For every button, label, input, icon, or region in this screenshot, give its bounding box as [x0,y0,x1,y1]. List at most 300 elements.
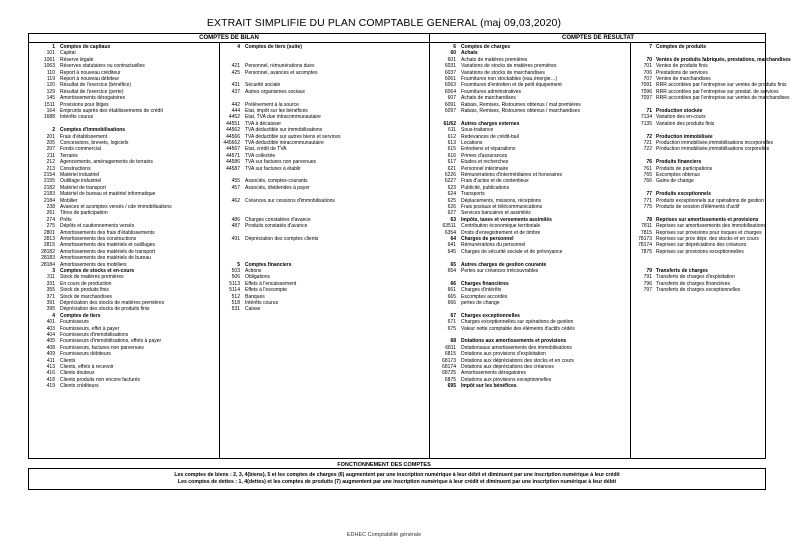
account-row [219,108,429,114]
account-label: TVA à décaisser [245,120,282,127]
account-row [29,76,219,82]
account-row [219,262,429,268]
account-row [430,377,630,383]
account-number: 261 [46,210,55,217]
account-label: Obligations [245,274,271,281]
account-row [430,210,630,216]
account-row [430,185,630,191]
account-row [630,114,767,120]
account-row [29,230,219,236]
account-label: Matériel de bureau et matériel informatique [60,191,156,198]
account-label: TVA déductible intracommunautaire [245,140,324,146]
account-label: Dotationsaux amortissements des immobilisations [461,344,572,351]
account-number: 611 [448,127,456,134]
account-number: 71 [646,108,652,114]
account-row [630,50,767,56]
account-number: 6037 [444,69,456,76]
account-label: Comptes de tiers [60,312,101,319]
account-number: 67 [450,312,456,319]
account-row [219,95,429,101]
account-label: Autres organismes sociaux [245,88,306,95]
account-label: TVA déductible sur immobilisations [245,127,323,134]
account-label: Capital [60,50,76,57]
account-label: TVA sur factures non parvenues [245,159,317,166]
account-label: Intérêts courus [245,300,279,306]
account-row [29,114,219,120]
account-label: Charges exceptionnelles [461,312,520,319]
account-number: 7811 [641,223,652,230]
account-number: 617 [447,159,456,166]
account-label: Achats de marchandises [461,95,516,102]
account-row [430,345,630,351]
account-number: 68 [450,338,456,345]
account-label: Amortissements des mobiliers [60,261,127,268]
account-number: 6 [453,44,456,50]
account-number: 207 [46,146,55,153]
account-label: Stock de produits finis [60,287,109,294]
account-label: pertes de change [461,300,500,306]
account-number: 2 [52,127,55,134]
account-number: 2801 [43,229,55,236]
account-number: 2155 [43,178,55,185]
account-row [630,146,770,153]
account-row [29,191,219,197]
account-row [29,70,219,76]
account-label: Comptes d'immobilisations [60,127,126,134]
account-label: TVA déductible sur autres biens et services [245,133,341,140]
account-row [29,57,219,63]
account-row [430,319,630,325]
account-label: Produits de participations [656,165,713,172]
account-label: Etat, TVA due intracommunautaire [245,114,321,121]
account-number: 457 [231,184,240,191]
account-number: 486 [231,216,240,223]
account-row [430,351,630,357]
account-label: Report à nouveau débiteur [60,76,120,82]
account-row [29,255,219,261]
account-number: 44587 [226,165,240,172]
account-number: 44566 [226,133,240,140]
account-number: 6811 [445,344,456,351]
account-number: 7875 [640,248,652,255]
account-label: Personnel, rémunérations dues [245,63,315,70]
account-row [29,140,219,146]
account-row [630,204,767,210]
account-row [29,313,219,319]
account-label: Charges de sécurité sociale et de prévoyance [461,248,563,255]
account-label: Dépôts et cautionnements versés [60,223,135,230]
account-number: 487 [231,223,240,230]
account-row [430,140,630,146]
account-row [430,281,630,287]
account-number: 76 [646,159,652,166]
resultat-header: COMPTES DE RESULTAT [430,34,766,43]
account-number: 311 [47,274,55,281]
account-number: 654 [447,268,456,274]
account-row [219,127,429,133]
account-number: 28184 [41,261,55,268]
account-number: 7134 [640,114,652,121]
account-number: 625 [447,197,456,204]
account-number: 615 [447,146,456,153]
account-row [430,50,630,56]
account-number: 129 [46,88,55,95]
account-number: 442 [231,101,240,108]
account-row [29,108,219,114]
account-row [430,242,630,248]
account-row [630,134,767,140]
account-label: Autres charges externes [461,120,520,127]
account-number: 531 [231,306,240,313]
account-row [29,204,219,210]
account-number: 401 [46,319,55,326]
account-number: 506 [231,274,240,281]
account-number: 64 [450,236,456,242]
account-label: Concessions, brevets, logiciels [60,140,129,146]
account-label: Variation des en-cours [656,114,706,121]
account-number: 624 [447,191,456,198]
account-label: Dotations aux dépréciations des stocks et en cours [461,357,574,364]
account-row [630,88,779,95]
account-label: Etat, crédit de TVA [245,146,287,153]
account-row [29,166,219,172]
account-number: 7815 [640,229,652,236]
account-number: 2184 [43,197,55,204]
account-label: Personnel, avances et acomptes [245,69,318,76]
account-label: Charges exceptionnelles sur opérations de gestion [461,319,574,326]
account-label: Variations de stocks de marchandises [461,69,545,76]
account-row [430,306,630,312]
account-number: 518 [231,300,240,306]
account-row [430,370,630,376]
account-label: Transferts de charges d'exploitation [656,274,735,281]
account-row [430,134,630,140]
account-number: 212 [46,159,55,166]
account-label: Stock de marchandises [60,293,112,300]
account-label: Produits constatés d'avance [245,223,308,230]
account-row [29,89,219,95]
account-number: 645 [447,248,456,255]
account-number: 721 [643,140,652,146]
account-row [630,70,767,76]
account-row [630,56,791,63]
account-row [430,364,630,370]
account-number: 601 [447,56,456,63]
account-row [430,166,630,172]
account-number: 761 [643,165,652,172]
account-label: Frais d'établissement [60,133,108,140]
account-number: 68174 [442,364,456,370]
account-label: Reprises sur amortissements des immobilisations [656,223,766,230]
account-number: 79 [646,268,652,274]
account-number: 462 [231,197,240,204]
account-label: Fournisseurs d'immobilisations, effets à payer [60,338,162,345]
account-label: TVA sur factures à établir [245,165,301,172]
account-row [630,287,767,293]
account-label: Dépréciation des comptes clients [245,236,319,242]
account-row [430,287,630,293]
account-label: Amortissements des frais d'établissements [60,229,155,236]
account-number: 2182 [43,184,55,191]
account-label: Transferts de charges financières [656,280,731,287]
account-row [430,198,630,204]
account-label: Prêts [60,216,72,223]
account-row [430,326,630,332]
account-number: 665 [447,293,456,300]
account-label: Dépréciation des stocks de produits finis [60,306,150,313]
account-row [29,268,219,274]
account-row [219,44,429,50]
account-row [630,102,767,108]
account-number: 7135 [640,120,652,127]
account-row [430,114,630,120]
account-label: Prestations de services [656,69,708,76]
account-row [219,281,429,287]
account-number: 671 [447,319,456,326]
account-label: Matériel de transport [60,184,106,191]
account-row [219,230,429,236]
column-charges [430,43,630,458]
account-number: 706 [643,69,652,76]
account-row [219,82,429,88]
column-tiers [219,43,429,458]
account-row [29,274,219,280]
account-label: Ventes de marchandises [656,76,711,82]
account-row [630,268,767,274]
account-row [630,63,767,69]
account-label: Banques [245,293,265,300]
account-number: 722 [643,146,652,153]
account-row [430,146,630,152]
account-label: RRR accordées par l'entreprise sur prestat. de services [656,88,779,95]
account-row [630,178,767,184]
account-row [630,82,787,89]
account-number: 1 [52,44,55,50]
account-label: Services bancaires et assimilés [461,210,531,217]
account-label: Actions [245,268,262,274]
account-number: 211 [47,152,55,159]
account-row [219,172,429,178]
account-row [29,102,219,108]
account-row [430,95,630,101]
account-row [630,281,767,287]
account-row [630,249,767,255]
account-number: 1063 [43,63,55,70]
account-number: 6815 [444,351,456,358]
account-row [430,76,630,82]
account-row [219,210,429,216]
plan-comptable-table [28,33,791,459]
account-number: 796 [643,280,652,287]
account-label: TVA collectée [245,152,276,159]
fonctionnement-box [28,468,766,490]
account-label: Sécurité sociale [245,82,281,89]
account-label: Entretiens et réparations [461,146,516,153]
account-label: Achats [461,50,478,57]
account-number: 6097 [444,108,456,114]
account-number: 791 [643,274,652,281]
account-row [430,338,630,344]
account-number: 28182 [41,248,55,255]
account-number: 4 [237,44,240,50]
account-number: 771 [643,197,652,204]
account-row [630,242,767,248]
account-label: Charges financières [461,280,509,287]
account-label: Clients créditeurs [60,383,99,390]
account-number: 416 [46,370,55,377]
account-label: Gains de change [656,178,694,185]
account-row [630,255,767,261]
account-row [630,140,773,146]
account-number: 6063 [444,82,456,89]
account-label: Associés, comptes-courants [245,178,308,185]
account-number: 6354 [444,229,456,236]
account-label: Variations de stocks de matières premières [461,63,557,70]
account-number: 445662 [223,140,240,146]
account-row [630,223,767,229]
account-row [630,185,767,191]
account-row [630,262,767,268]
account-row [29,178,219,184]
account-label: Achats de matières premières [461,56,528,63]
account-row [219,255,429,261]
account-row [29,217,219,223]
account-label: Clients [60,357,76,364]
account-number: 331 [46,280,55,287]
account-row [219,159,429,165]
account-row [430,268,630,274]
account-label: Dotations aux provisions d'exploitation [461,351,546,358]
account-row [29,134,219,140]
account-number: 701 [643,63,652,70]
account-row [630,108,767,114]
account-label: Dotations aux dépréciations des créances [461,364,554,370]
account-number: 7 [649,44,652,50]
account-label: Publicité, publications [461,184,510,191]
account-row [630,153,767,159]
account-row [430,358,630,364]
account-row [29,326,219,332]
account-row [430,172,630,178]
account-number: 6064 [444,88,456,95]
account-row [219,153,429,159]
account-row [219,70,429,76]
account-label: Fournisseurs, factures non parvenues [60,344,144,351]
account-row [630,159,767,165]
account-row [219,223,429,229]
account-row [430,44,630,50]
account-label: Rémunérations d'intermédiaires et honoraires [461,172,563,178]
account-number: 408 [46,344,55,351]
account-number: 425 [231,69,240,76]
account-number: 213 [46,165,55,172]
account-row [29,262,219,268]
account-row [430,108,630,114]
account-row [430,102,630,108]
account-row [29,364,219,370]
account-row [29,159,219,165]
column-produits [630,43,791,458]
account-row [29,338,219,344]
page-title: EXTRAIT SIMPLIFIE DU PLAN COMPTABLE GENERAL (maj 09,03,2020) [206,17,562,29]
account-number: 371 [46,293,55,300]
account-label: Charges de personnel [461,236,514,242]
account-number: 65 [450,261,456,268]
account-row [430,255,630,261]
account-number: 666 [447,300,456,306]
account-number: 621 [447,165,456,172]
account-label: Redevances de crédit-bail [461,133,519,140]
account-row [29,198,219,204]
account-number: 405 [46,338,55,345]
account-label: Terrains [60,152,78,159]
account-row [430,313,630,319]
account-row [219,185,429,191]
account-number: 395 [46,306,55,313]
account-row [430,63,630,69]
account-row [219,249,429,255]
account-row [630,172,767,178]
account-number: 77 [646,191,652,198]
account-number: 707 [643,76,652,82]
account-row [29,236,219,242]
account-label: Caisse [245,306,261,313]
account-label: Comptes financiers [245,261,292,268]
account-number: 61/62 [443,120,456,127]
account-number: 238 [46,204,55,210]
account-number: 503 [231,268,240,274]
account-row [219,57,429,63]
account-label: Effets à l'encaissement [245,280,297,287]
account-row [29,210,219,216]
account-number: 2815 [43,242,55,249]
account-label: Comptes de charges [461,44,511,50]
account-number: 1061 [43,56,55,63]
account-row [630,166,767,172]
account-row [29,50,219,56]
account-row [219,146,429,152]
account-label: Reprises sur provisions pour risques et charges [656,229,762,236]
account-row [219,166,429,172]
account-label: Amortissements dérogatoires [461,370,527,377]
account-number: 413 [46,364,55,370]
account-row [219,50,429,56]
account-row [430,82,630,88]
account-row [430,383,630,389]
account-number: 6031 [444,63,456,70]
account-row [29,95,219,101]
account-number: 78173 [638,236,652,242]
account-number: 72 [646,133,652,140]
account-number: 641 [447,242,456,249]
account-number: 78174 [638,242,652,249]
account-label: Avances et acomptes versés / cde immobilisations [60,204,172,210]
account-label: Titres de participation [60,210,108,217]
account-label: Rabais, Remises, Ristournes obtenus / marchandises [461,108,580,114]
account-label: Produits de cession d'éléments d'actif [656,204,740,210]
account-label: Production immobilisée,immobilisations incorporelles [656,140,773,146]
account-row [29,223,219,229]
account-row [219,287,429,293]
account-label: Produits exceptionnels [656,191,712,198]
account-label: Constructions [60,165,91,172]
account-number: 765 [643,172,652,178]
account-number: 44571 [226,152,240,159]
account-row [430,70,630,76]
account-row [630,44,767,50]
account-number: 5113 [229,280,240,287]
account-label: Amortissements dérogatoires [60,95,126,102]
